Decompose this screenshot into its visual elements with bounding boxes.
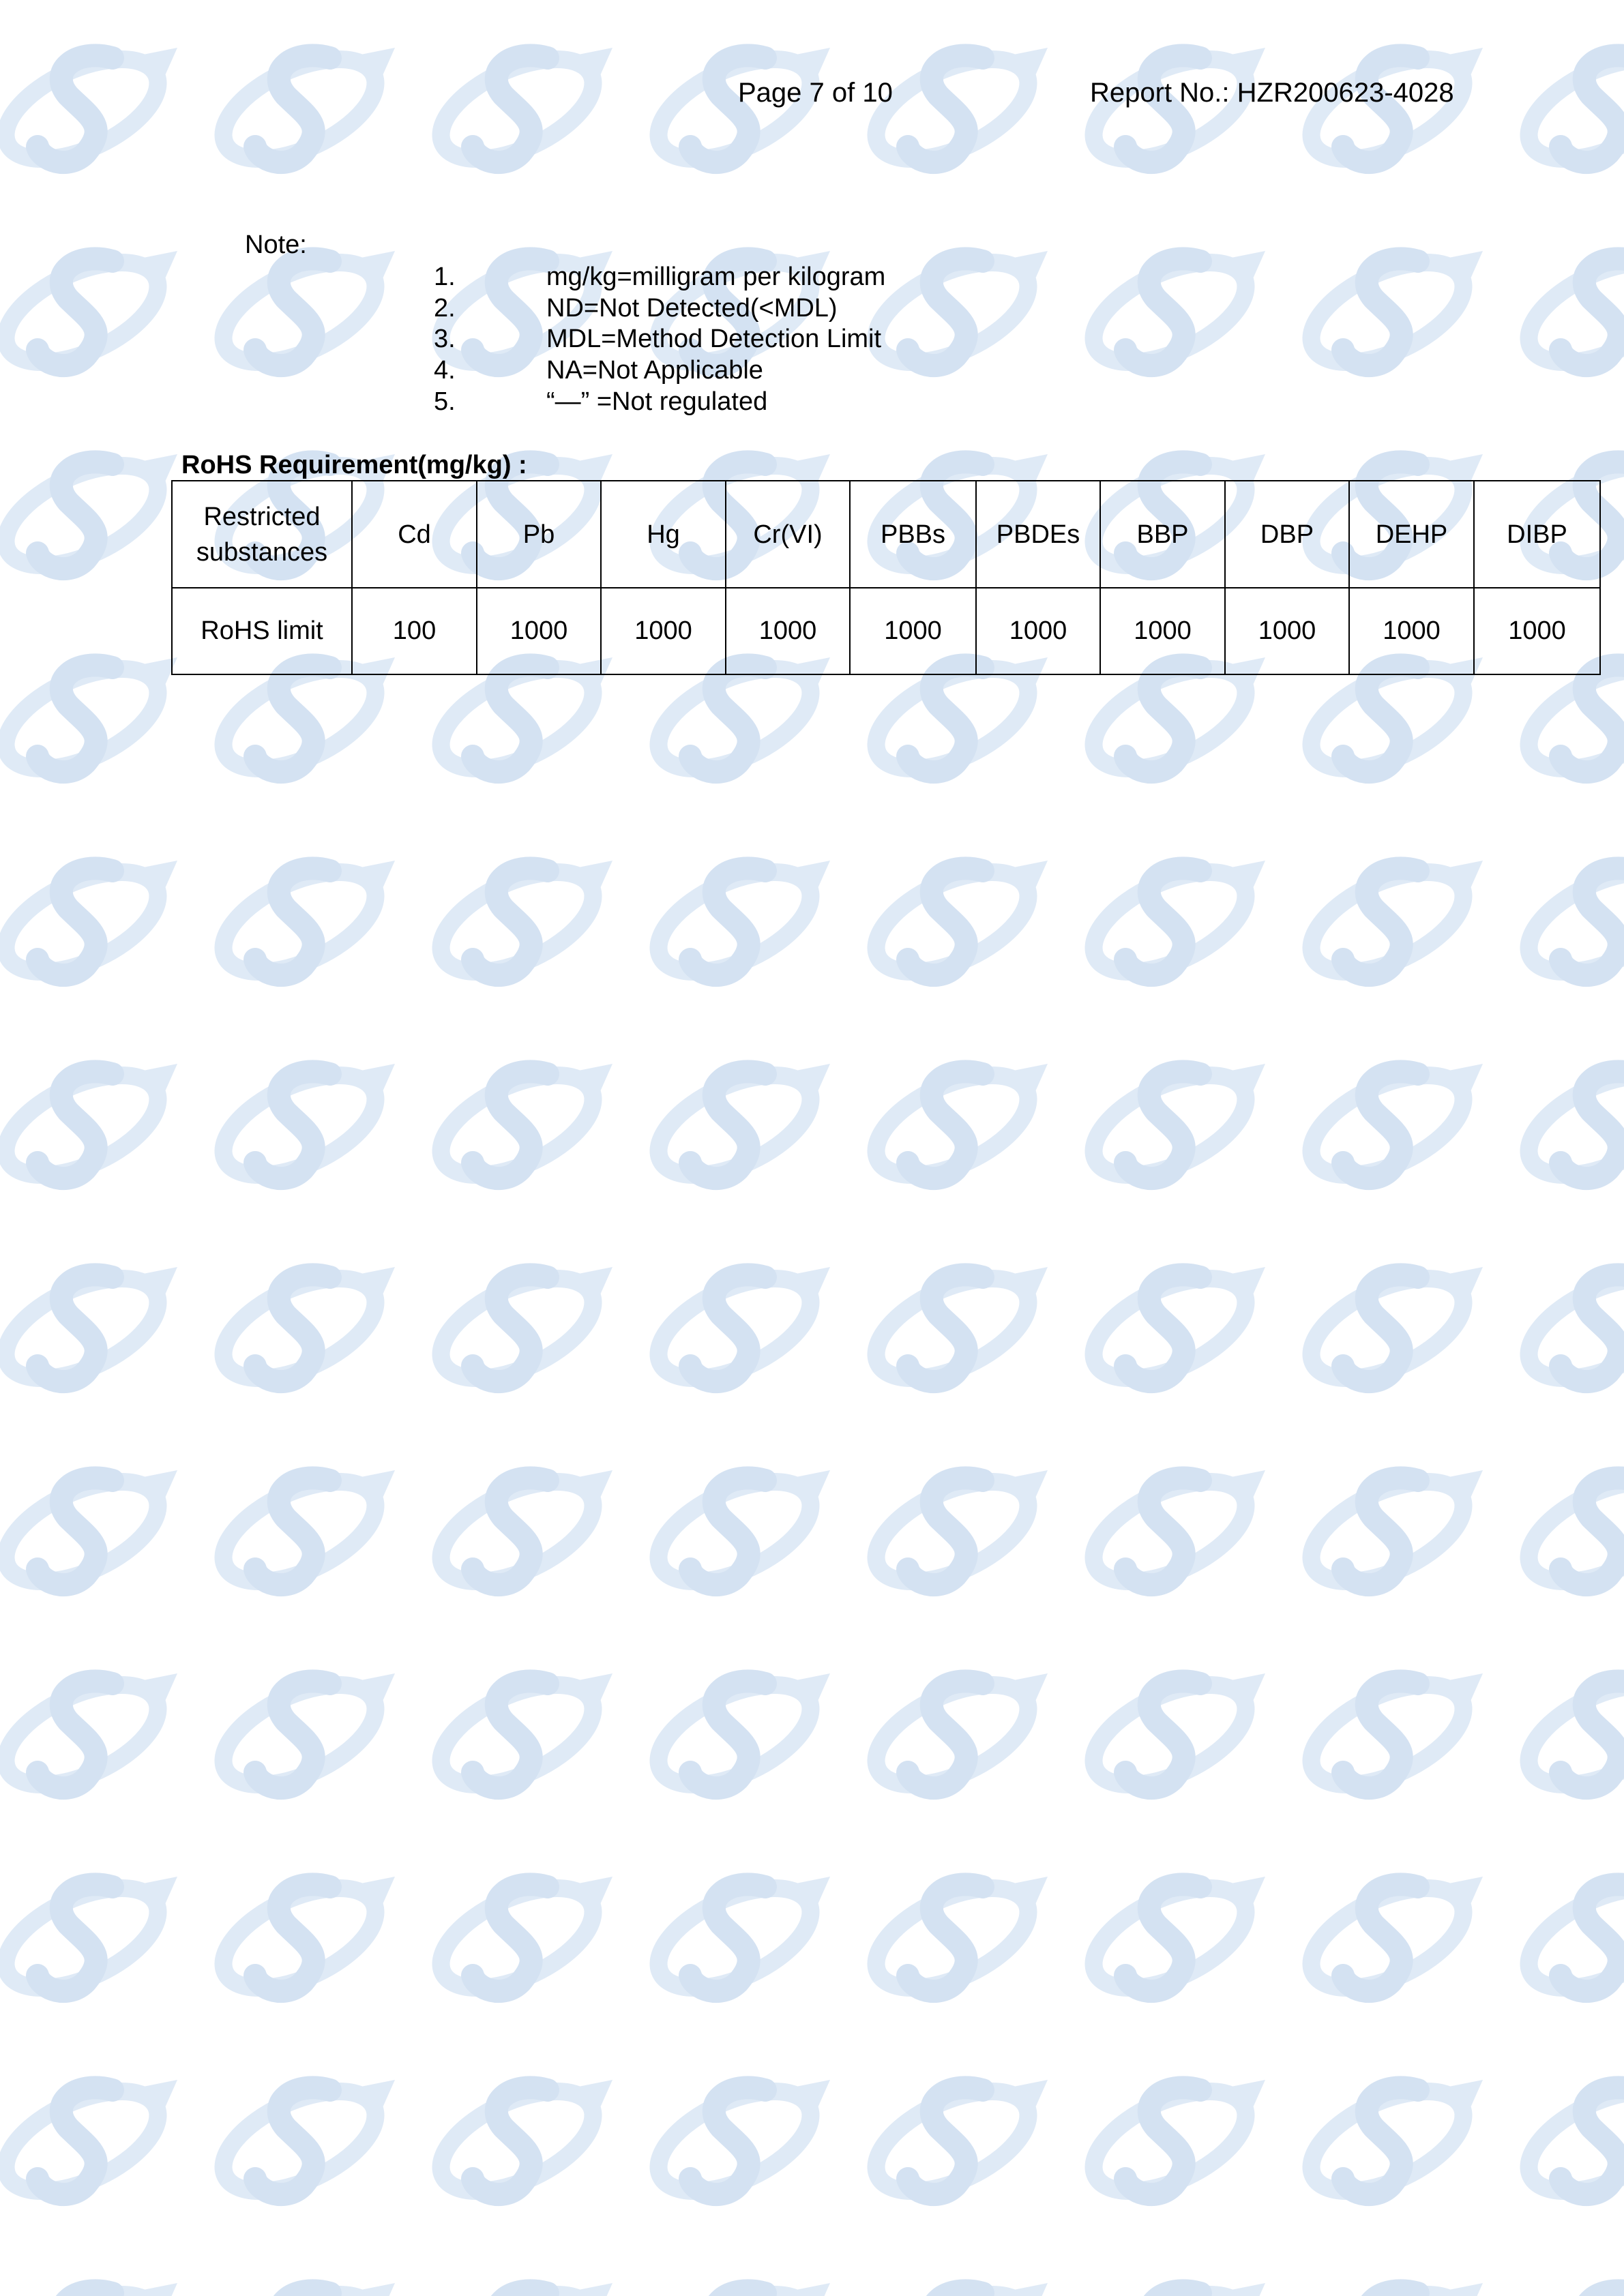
note-label: Note: [245,230,307,259]
limit-cell: 1000 [850,588,976,674]
note-num: 5. [434,387,456,416]
note-num: 2. [434,294,456,323]
table-row [172,588,1600,674]
limit-cell: 1000 [1100,588,1225,674]
note-text: NA=Not Applicable [546,356,763,385]
limit-cell: 1000 [1349,588,1474,674]
substance-cell: DIBP [1474,481,1600,588]
substance-cell: Hg [601,481,726,588]
report-number: Report No.: HZR200623-4028 [1090,78,1454,108]
note-num: 3. [434,325,456,353]
note-text: mg/kg=milligram per kilogram [546,263,886,291]
limit-cell: 1000 [1225,588,1349,674]
substance-cell: Cr(VI) [726,481,850,588]
note-num: 1. [434,263,456,291]
page-number: Page 7 of 10 [738,78,893,108]
note-text: “—” =Not regulated [546,387,768,416]
limit-cell: 1000 [601,588,726,674]
substance-cell: PBDEs [976,481,1100,588]
header-label-cell [172,481,352,588]
rohs-table [171,480,1601,675]
limit-cell: 1000 [976,588,1100,674]
substance-cell: BBP [1100,481,1225,588]
note-text: ND=Not Detected(<MDL) [546,294,838,323]
note-num: 4. [434,356,456,385]
limit-cell: 1000 [726,588,850,674]
limit-cell: 1000 [477,588,601,674]
row-label-cell: RoHS limit [172,588,352,674]
limit-cell: 1000 [1474,588,1600,674]
substance-cell: DEHP [1349,481,1474,588]
substance-cell: Pb [477,481,601,588]
substance-cell: DBP [1225,481,1349,588]
rohs-title: RoHS Requirement(mg/kg) : [181,451,527,479]
header-label-line: Restricted [203,502,321,531]
substance-cell: PBBs [850,481,976,588]
substance-cell: Cd [352,481,477,588]
table-header-row [172,481,1600,588]
limit-cell: 100 [352,588,477,674]
header-label-line: substances [196,537,328,567]
note-text: MDL=Method Detection Limit [546,325,882,353]
